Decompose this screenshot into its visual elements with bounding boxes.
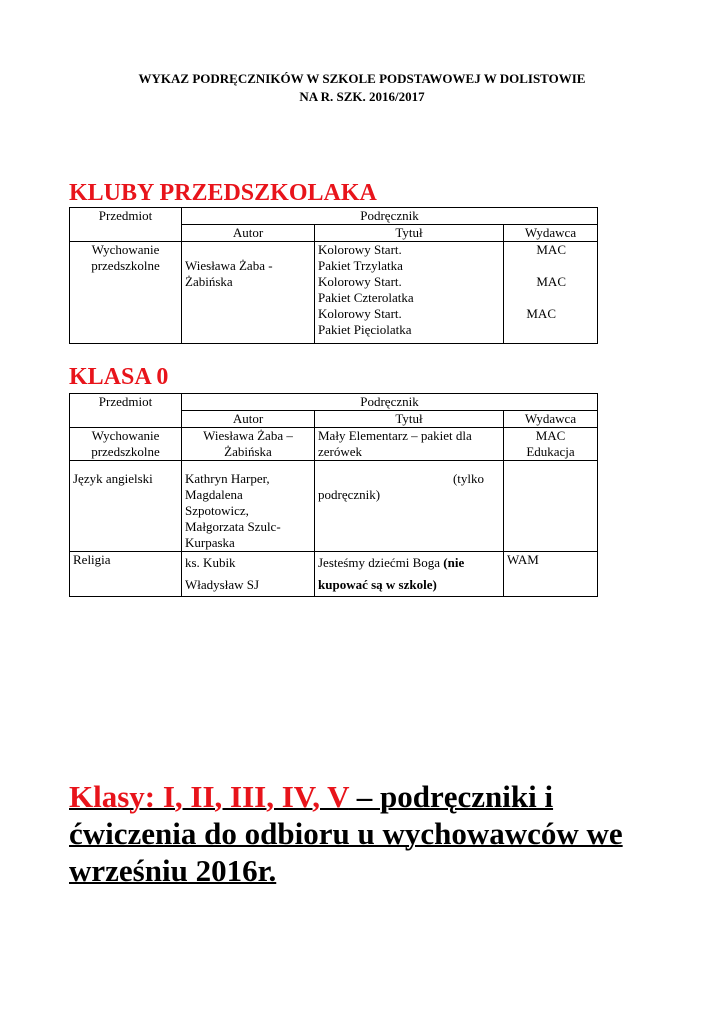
document-title-line-1: WYKAZ PODRĘCZNIKÓW W SZKOLE PODSTAWOWEJ W DOLISTOWIE [138,71,586,86]
document-title [0,70,724,106]
header-subject: Przedmiot [70,208,182,242]
section-heading-klasa-0: KLASA 0 [69,364,169,390]
table-row [70,428,598,461]
title-note-1: (nie [443,555,465,570]
notice-classes: Klasy: I, II, III, IV, V [69,779,349,814]
publisher-2: MAC [536,274,566,289]
cell-publisher: MAC Edukacja [504,428,598,461]
section-heading-kluby: KLUBY PRZEDSZKOLAKA [69,180,377,206]
cell-titles: Kolorowy Start. Pakiet Trzylatka Kolorowy Start. Pakiet Czterolatka Kolorowy Start. Pakiet Pięciolatka [315,242,504,344]
table-kluby-przedszkolaka [69,207,598,344]
title-text: Jesteśmy dziećmi Boga [318,555,444,570]
title-part-a: (tylko [452,471,484,486]
header-author: Autor [182,225,315,242]
cell-author: Kathryn Harper, Magdalena Szpotowicz, Małgorzata Szulc- Kurpaska [182,461,315,552]
cell-title: Mały Elementarz – pakiet dla zerówek [315,428,504,461]
header-book: Podręcznik [182,394,598,411]
table-klasa-0 [69,393,598,597]
table-row [70,552,598,597]
cell-publisher [504,461,598,552]
header-subject: Przedmiot [70,394,182,428]
table-row [70,461,598,552]
header-author: Autor [182,411,315,428]
cell-title [315,552,504,597]
pickup-notice [69,778,669,889]
title-note-2: kupować są w szkole) [318,577,437,592]
header-title: Tytuł [315,411,504,428]
table-row [70,242,598,344]
header-publisher: Wydawca [504,225,598,242]
publisher-1: MAC [536,242,566,257]
cell-subject: Wychowanie przedszkolne [70,428,182,461]
header-publisher: Wydawca [504,411,598,428]
cell-title [315,461,504,552]
cell-publisher: WAM [504,552,598,597]
cell-subject: Język angielski [70,461,182,552]
cell-author: Wiesława Żaba – Żabińska [182,428,315,461]
cell-subject: Wychowanie przedszkolne [70,242,182,344]
header-title: Tytuł [315,225,504,242]
title-part-b: podręcznik) [318,487,381,502]
header-book: Podręcznik [182,208,598,225]
cell-author: ks. Kubik Władysław SJ [182,552,315,597]
publisher-3: MAC [526,306,556,321]
cell-subject: Religia [70,552,182,597]
cell-author: Wiesława Żaba - Żabińska [182,242,315,344]
document-title-line-2: NA R. SZK. 2016/2017 [299,89,425,104]
notice-text: – podręczniki i ćwiczenia do odbioru u wychowawców we wrześniu 2016r. [69,779,623,888]
cell-publisher [504,242,598,344]
